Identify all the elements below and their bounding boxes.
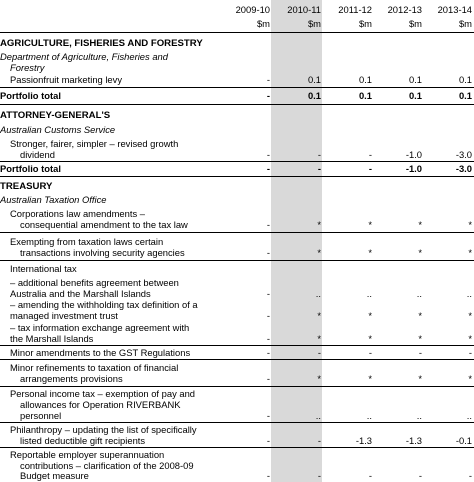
rule: [0, 386, 474, 387]
rule: [0, 176, 474, 177]
year-2011-12: 2011-12: [338, 4, 372, 15]
rule: [0, 232, 474, 233]
year-2012-13: 2012-13: [387, 4, 422, 15]
rule: [0, 447, 474, 448]
unit-2010-11: $m: [307, 18, 321, 29]
budget-measures-table: 2009-10 2010-11 2011-12 2012-13 2013-14 $m $m $m $m $m AGRICULTURE, FISHERIES AND FORESTRY Department of Agriculture, Fisheries and Forestry Passionfruit marketing levy - 0.1 0.1 0.1 0.1 Portfolio total - 0.1 0.1 0.1 0.1 ATTORNEY-GENERAL'S Australian Customs Service Stronger, fairer, simpler – revised growth dividend - - - -1.0 -3.0 Portfolio total - - - -1.0 -3.0 TREASURY Australian Taxation Office Corporations law amendments – consequential amendment to the tax law - * * * * Exempting from taxation laws certain transactions involving security agencies - * * * * International tax – additional benefits agreement between Australia and the Marshall Islands - .. .. .. .. – amending the withholding tax definition of a managed investment trust - * * * * – tax information exchange agreement with the Marshall Islands - * * * * Minor amendments to the GST Regulations - - - - - Minor refinements to taxation of financial arrangements provisions - * * * * Personal income tax – exemption of pay and allowances for Operation RIVERBANK personnel - .. .. .. .. Philanthropy – updating the list of specifically listed deductible gift recipients - - -1.3 -1.3 -0.1 Reportable employer superannuation contributions – clarification of the 2008-09 Budget measure - - - - -: [0, 0, 474, 482]
unit-2009-10: $m: [256, 18, 270, 29]
rule: [0, 345, 474, 346]
rule: [0, 104, 474, 105]
unit-2012-13: $m: [408, 18, 422, 29]
rule: [0, 260, 474, 261]
rule: [0, 422, 474, 423]
unit-2013-14: $m: [458, 18, 472, 29]
rule: [0, 359, 474, 360]
unit-2011-12: $m: [358, 18, 372, 29]
header-rule: [0, 32, 474, 33]
rule: [0, 87, 474, 88]
year-2013-14: 2013-14: [437, 4, 472, 15]
year-2009-10: 2009-10: [235, 4, 270, 15]
year-2010-11: 2010-11: [287, 4, 321, 15]
rule: [0, 161, 474, 162]
row-label: Passionfruit marketing levy: [10, 74, 123, 85]
